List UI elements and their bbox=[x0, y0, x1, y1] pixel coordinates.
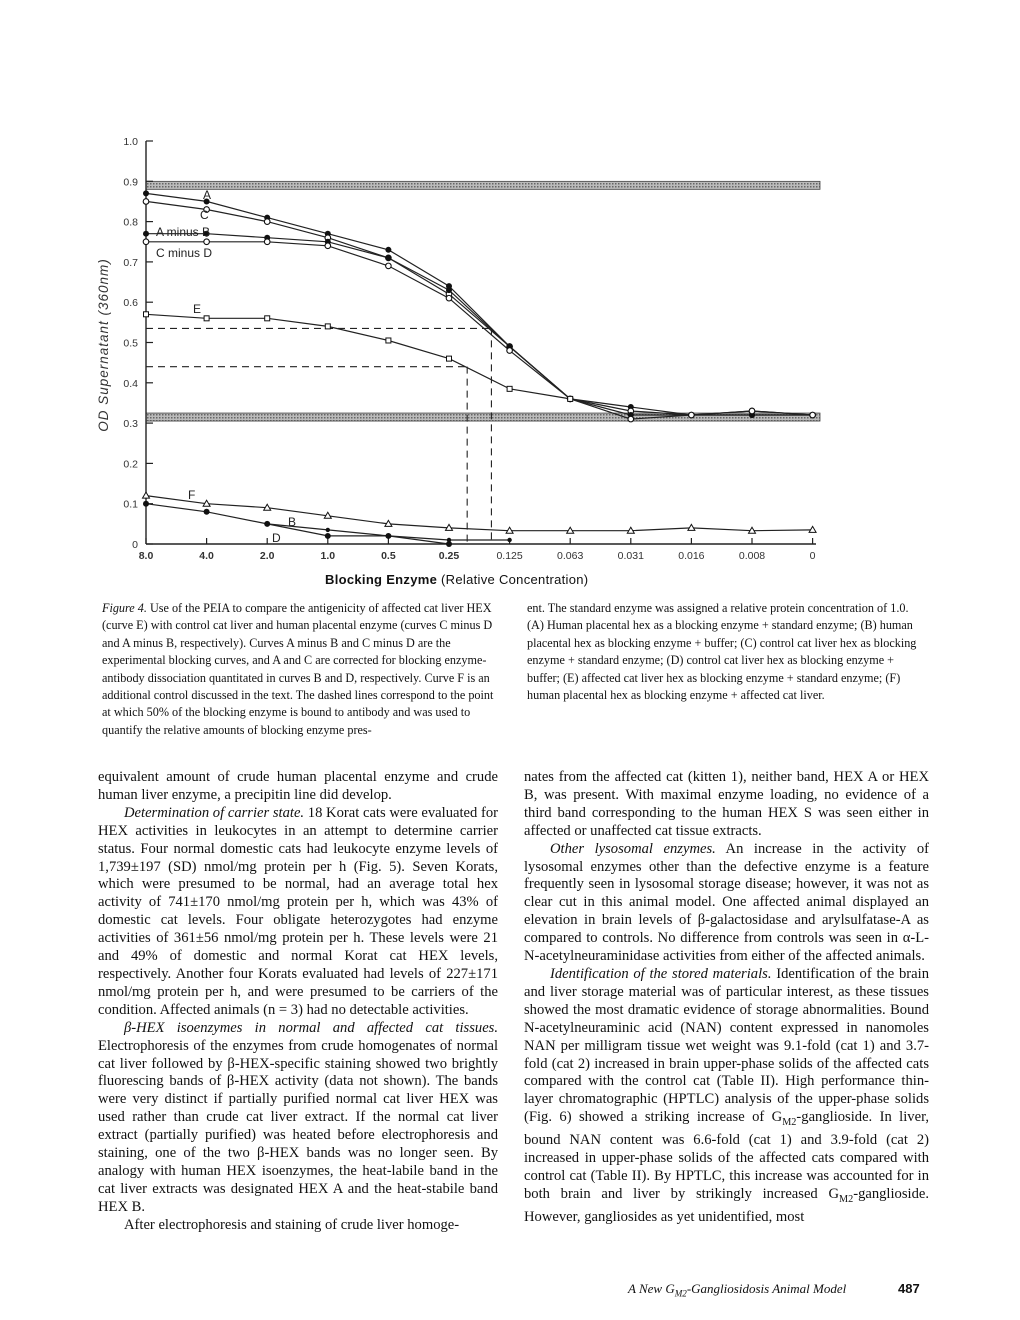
caption-text-left: Use of the PEIA to compare the antigenicity of affected cat liver HEX (curve E) with control cat liver and human placental enzyme (curves C minus D and A minus B, respectively). Curves A minus B and C minus D are the experimental blocking curves, and A and C are corrected for blocking enzyme-antibody dissociation quantitated in curves B and D, respectively. Curve F is an additional control discussed in the text. The dashed lines correspond to the point at which 50% of the blocking enzyme is bound to antibody and was used to quantify the relative amounts of blocking enzyme pres- bbox=[102, 601, 494, 737]
caption-text-right: ent. The standard enzyme was assigned a relative protein concentration of 1.0. (A) Human placental hex as a blocking enzyme + standard enzyme; (B) human placental hex as blocking enzyme + buffer; (C) control cat liver hex as blocking enzyme + standard enzyme; (D) control cat liver hex as blocking enzyme + buffer; (E) affected cat liver hex as blocking enzyme + standard enzyme; (F) human placental hex as blocking enzyme + affected cat liver. bbox=[527, 601, 917, 703]
x-tick-label: 0 bbox=[809, 550, 816, 562]
y-tick-label: 0.4 bbox=[123, 377, 138, 390]
data-point-b bbox=[326, 528, 330, 532]
figure-caption-left bbox=[102, 600, 502, 739]
paragraph-text: Electrophoresis of the enzymes from crude homogenates of normal cat liver followed by β-HEX-specific staining showed two brightly fluorescing bands of β-HEX activity (data not shown). The bands were very distinct if partially purified normal cat liver HEX was used rather than crude cat liver extract. If the normal cat liver extract (partially purified) was heated before electrophoresis and staining, one of the two β-HEX bands was no longer seen. By analogy with human HEX isoenzymes, the heat-labile band in the cat liver extracts was designated HEX A and the heat-stabile band HEX B. bbox=[98, 1037, 498, 1215]
data-point-c-minus-d bbox=[143, 239, 149, 245]
section-heading: β-HEX isoenzymes in normal and affected cat tissues. bbox=[124, 1019, 498, 1036]
y-tick-label: 0.6 bbox=[123, 297, 138, 310]
x-tick-label: 0.25 bbox=[438, 550, 460, 562]
data-point-e bbox=[204, 316, 209, 321]
x-tick-label: 0.008 bbox=[738, 550, 766, 562]
footer-text: -Gangliosidosis Animal Model bbox=[686, 1281, 847, 1296]
paragraph-text: -ganglioside. In liver, bound NAN content was 6.6-fold (cat 1) and 3.9-fold (cat 2) increased in upper-phase solids of the affected cats compared with control cat (Table II). By HPTLC, this increase was accounted for in both brain and liver by strikingly increased G bbox=[524, 1109, 929, 1202]
data-point-e bbox=[325, 324, 330, 329]
data-point-e bbox=[386, 338, 391, 343]
y-tick-label: 0.1 bbox=[123, 498, 138, 511]
data-point-d bbox=[204, 509, 210, 515]
data-point-d bbox=[325, 533, 331, 539]
subscript: M2 bbox=[839, 1193, 854, 1205]
y-tick-label: 0 bbox=[132, 539, 138, 551]
running-footer bbox=[628, 1281, 846, 1299]
data-point-a bbox=[143, 190, 149, 196]
body-column-right bbox=[524, 769, 929, 1226]
x-tick-label: 4.0 bbox=[199, 550, 214, 562]
series-line-e bbox=[146, 314, 570, 399]
series-label: A minus B bbox=[156, 225, 211, 239]
x-axis-title-rest: (Relative Concentration) bbox=[437, 572, 589, 587]
data-point-c-minus-d bbox=[689, 412, 695, 418]
x-tick-label: 1.0 bbox=[320, 550, 336, 562]
y-tick-label: 1.0 bbox=[123, 136, 138, 148]
y-tick-label: 0.9 bbox=[123, 176, 138, 189]
paragraph-text: -ganglioside. However, gangliosides as yet unidentified, most bbox=[524, 1185, 929, 1225]
data-point-d bbox=[143, 501, 149, 507]
y-tick-label: 0.8 bbox=[123, 216, 138, 229]
data-point-c bbox=[264, 219, 270, 225]
y-tick-label: 0.7 bbox=[123, 256, 138, 269]
data-point-a-minus-b bbox=[446, 287, 452, 293]
paragraph bbox=[524, 841, 929, 966]
series-line-a bbox=[146, 193, 813, 415]
x-tick-label: 0.063 bbox=[557, 550, 584, 562]
data-point-c-minus-d bbox=[507, 348, 513, 354]
paragraph: After electrophoresis and staining of crude liver homoge- bbox=[124, 1216, 460, 1233]
series-label: C bbox=[200, 208, 209, 222]
reference-band bbox=[146, 181, 820, 189]
paragraph bbox=[98, 805, 498, 1020]
data-point-a-minus-b bbox=[143, 231, 149, 237]
data-point-a bbox=[385, 247, 391, 253]
data-point-e bbox=[507, 386, 512, 391]
subscript: M2 bbox=[782, 1117, 797, 1129]
series-line-c bbox=[146, 201, 813, 415]
series-label: D bbox=[272, 531, 281, 545]
data-point-e bbox=[144, 312, 149, 317]
data-point-e bbox=[265, 316, 270, 321]
paragraph bbox=[524, 966, 929, 1227]
data-point-c-minus-d bbox=[386, 263, 392, 269]
data-point-e bbox=[447, 356, 452, 361]
x-axis-title-bold: Blocking Enzyme bbox=[325, 572, 438, 587]
figure-4-chart bbox=[0, 0, 1020, 600]
section-heading: Other lysosomal enzymes. bbox=[550, 840, 716, 857]
data-point-c-minus-d bbox=[204, 239, 210, 245]
data-point-c-minus-d bbox=[446, 295, 452, 301]
y-axis-title: OD Supernatant (360nm) bbox=[96, 258, 111, 432]
paragraph: equivalent amount of crude human placental enzyme and crude human liver enzyme, a precipitin line did develop. bbox=[98, 769, 498, 803]
x-axis-title bbox=[325, 572, 588, 587]
data-point-c-minus-d bbox=[810, 412, 816, 418]
series-label: A bbox=[203, 188, 212, 202]
footer-text: A New G bbox=[628, 1281, 675, 1296]
data-point-f bbox=[143, 492, 150, 498]
data-point-c-minus-d bbox=[628, 416, 634, 422]
data-point-b bbox=[507, 538, 511, 542]
page-number: 487 bbox=[898, 1281, 920, 1296]
x-tick-label: 0.031 bbox=[617, 550, 644, 562]
section-heading: Determination of carrier state. bbox=[124, 804, 305, 821]
section-heading: Identification of the stored materials. bbox=[550, 965, 772, 982]
body-column-left bbox=[98, 769, 498, 1235]
paragraph-text: An increase in the activity of lysosomal enzymes other than the defective enzyme is a feature frequently seen in lysosomal storage disease; however, it was not as clear cut in this animal model. One affected animal displayed an elevation in brain levels of β-galactosidase and arylsulfatase-A as compared to controls. No difference from controls was seen in α-L-N-acetylneuraminidase activities from either of the affected animals. bbox=[524, 840, 930, 965]
x-tick-label: 0.125 bbox=[496, 550, 523, 562]
x-tick-label: 0.5 bbox=[381, 550, 396, 562]
series-line-d bbox=[146, 504, 449, 544]
figure-caption-right bbox=[527, 600, 922, 704]
series-label: C minus D bbox=[156, 246, 213, 260]
reference-band bbox=[146, 413, 820, 421]
y-tick-label: 0.2 bbox=[123, 458, 138, 471]
x-tick-label: 0.016 bbox=[678, 550, 705, 562]
data-point-c bbox=[143, 199, 149, 205]
data-point-d bbox=[264, 521, 270, 527]
data-point-c-minus-d bbox=[264, 239, 270, 245]
y-tick-label: 0.3 bbox=[123, 418, 138, 431]
x-tick-label: 8.0 bbox=[138, 550, 154, 562]
series-label: E bbox=[193, 302, 202, 316]
paragraph bbox=[98, 1020, 498, 1217]
x-tick-label: 2.0 bbox=[259, 550, 275, 562]
data-point-e bbox=[568, 396, 573, 401]
data-point-d bbox=[446, 541, 452, 547]
series-line-f bbox=[146, 496, 813, 531]
data-point-f bbox=[688, 524, 695, 530]
series-line-c-minus-d bbox=[146, 242, 813, 419]
data-point-c-minus-d bbox=[749, 408, 755, 414]
series-label: F bbox=[188, 488, 196, 502]
subscript: M2 bbox=[674, 1288, 687, 1299]
paragraph-text: Identification of the brain and liver storage material was of particular interest, as these tissues showed the most dramatic evidence of storage abnormalities. Bound N-acetylneuraminic acid (NAN) content expressed in nanomoles NAN per milligram tissue wet weight was 9.1-fold (cat 1) and 3.7-fold (cat 2) increased in brain upper-phase solids of the affected cats compared with the control cat (Table II). High performance thin-layer chromatographic (HPTLC) analysis of the upper-phase solids (Fig. 6) showed a striking increase of G bbox=[524, 965, 929, 1126]
figure-label: Figure 4. bbox=[102, 601, 147, 615]
data-point-a-minus-b bbox=[385, 255, 391, 261]
paragraph: nates from the affected cat (kitten 1), neither band, HEX A or HEX B, was present. With maximal enzyme loading, no evidence of a third band corresponding to the human HEX S was seen either in affected or unaffected cat tissue extracts. bbox=[524, 769, 929, 839]
paragraph-text: 18 Korat cats were evaluated for HEX activities in leukocytes in an attempt to determine carrier status. Four normal domestic cats had leukocyte enzyme levels of 1,739±197 (SD) nmol/mg protein per h (Fig. 5). Seven Korats, which were presumed to be normal, had an average total hex activity of 741±170 nmol/mg protein per h, which was 43% of domestic cat levels. Four obligate heterozygotes had enzyme activities of 361±56 nmol/mg protein per h. These levels were 21 and 49% of domestic and normal Korat cat HEX levels, respectively. Another four Korats evaluated had levels of 227±171 nmol/mg protein per h, and were presumed to be carriers of the condition. Affected animals (n = 3) had no detectable activities. bbox=[98, 804, 498, 1018]
data-point-c-minus-d bbox=[325, 243, 331, 249]
y-tick-label: 0.5 bbox=[123, 337, 138, 350]
series-label: B bbox=[288, 515, 297, 529]
data-point-d bbox=[385, 533, 391, 539]
